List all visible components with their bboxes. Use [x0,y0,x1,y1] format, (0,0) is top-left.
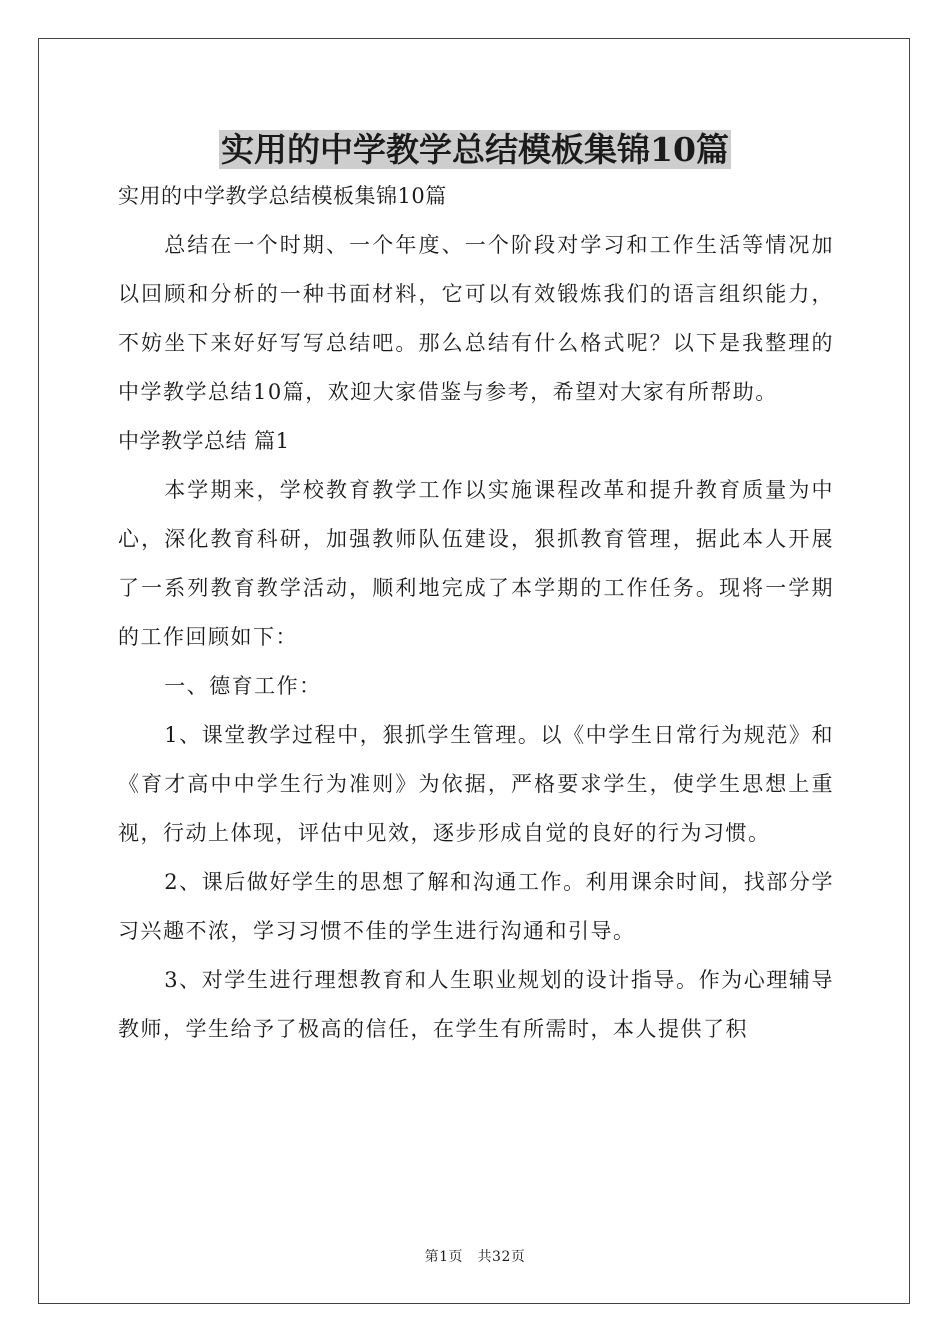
body-paragraph: 1、课堂教学过程中，狠抓学生管理。以《中学生日常行为规范》和《育才高中中学生行为准则》为依据，严格要求学生，使学生思想上重视，行动上体现，评估中见效，逐步形成自觉的良好的行为习惯。 [118,723,834,845]
document-title-text: 实用的中学教学总结模板集锦10篇 [221,130,729,169]
document-body [118,172,834,1054]
subsection-heading: 一、德育工作： [164,674,322,698]
body-paragraph: 2、课后做好学生的思想了解和沟通工作。利用课余时间，找部分学习兴趣不浓，学习习惯不佳的学生进行沟通和引导。 [118,870,834,943]
intro-paragraph: 总结在一个时期、一个年度、一个阶段对学习和工作生活等情况加以回顾和分析的一种书面材料，它可以有效锻炼我们的语言组织能力，不妨坐下来好好写写总结吧。那么总结有什么格式呢？以下是我整理的中学教学总结10篇，欢迎大家借鉴与参考，希望对大家有所帮助。 [118,233,834,404]
document-title [0,126,950,174]
page-number-footer: 第1页 共32页 [424,1249,526,1265]
body-paragraph: 本学期来，学校教育教学工作以实施课程改革和提升教育质量为中心，深化教育科研，加强教师队伍建设，狠抓教育管理，据此本人开展了一系列教育教学活动，顺利地完成了本学期的工作任务。现将一学期的工作回顾如下： [118,478,834,649]
subtitle-paragraph: 实用的中学教学总结模板集锦10篇 [118,184,447,208]
section-heading: 中学教学总结 篇1 [118,429,290,453]
body-paragraph: 3、对学生进行理想教育和人生职业规划的设计指导。作为心理辅导教师，学生给予了极高的信任，在学生有所需时，本人提供了积 [118,968,834,1041]
